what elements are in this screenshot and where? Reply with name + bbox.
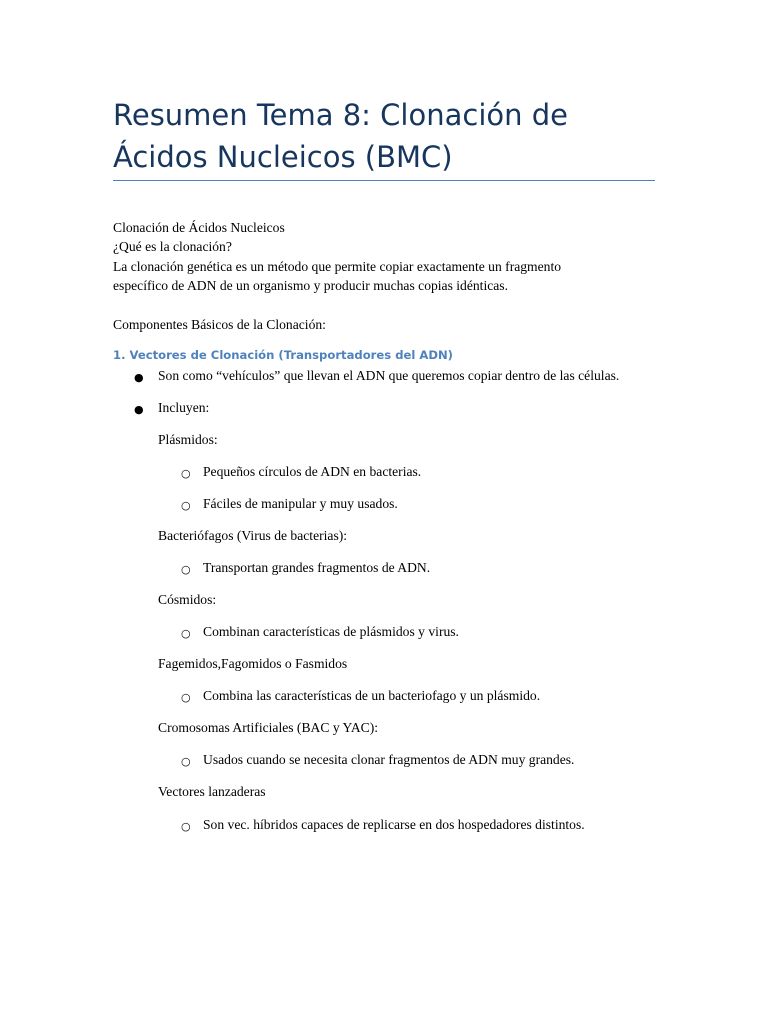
sub-bullet-text: Transportan grandes fragmentos de ADN.: [203, 560, 431, 575]
group-label: Cósmidos:: [158, 592, 217, 607]
intro-line-3: La clonación genética es un método que permite copiar exactamente un fragmento: [113, 259, 562, 274]
title-divider: [113, 180, 655, 181]
sub-bullet-marker: ○: [181, 467, 191, 480]
group-label: Cromosomas Artificiales (BAC y YAC):: [158, 720, 379, 735]
sub-bullet-marker: ○: [181, 563, 191, 576]
sub-bullet-marker: ○: [181, 691, 191, 704]
intro-line-4: específico de ADN de un organismo y producir muchas copias idénticas.: [113, 278, 508, 293]
sub-bullet-text: Son vec. híbridos capaces de replicarse en dos hospedadores distintos.: [203, 817, 585, 832]
bullet-text: Incluyen:: [158, 400, 210, 415]
intro-line-2: ¿Qué es la clonación?: [113, 239, 232, 254]
page-title: Resumen Tema 8: Clonación de Ácidos Nucleicos (BMC): [113, 98, 568, 174]
bullet-text: Son como “vehículos” que llevan el ADN que queremos copiar dentro de las células.: [158, 368, 620, 383]
group-label: Fagemidos,Fagomidos o Fasmidos: [158, 656, 348, 671]
group-label: Plásmidos:: [158, 432, 218, 447]
sub-bullet-text: Combinan características de plásmidos y virus.: [203, 624, 459, 639]
components-heading: Componentes Básicos de la Clonación:: [113, 317, 326, 332]
sub-bullet-marker: ○: [181, 627, 191, 640]
sub-bullet-text: Pequeños círculos de ADN en bacterias.: [203, 464, 422, 479]
sub-bullet-marker: ○: [181, 820, 191, 833]
sub-bullet-marker: ○: [181, 755, 191, 768]
bullet-marker: ●: [134, 403, 144, 416]
sub-bullet-text: Usados cuando se necesita clonar fragmentos de ADN muy grandes.: [203, 752, 575, 767]
section-heading: 1. Vectores de Clonación (Transportadores del ADN): [113, 348, 453, 362]
group-label: Vectores lanzaderas: [158, 784, 266, 799]
sub-bullet-text: Fáciles de manipular y muy usados.: [203, 496, 398, 511]
intro-line-1: Clonación de Ácidos Nucleicos: [113, 220, 285, 235]
group-label: Bacteriófagos (Virus de bacterias):: [158, 528, 348, 543]
sub-bullet-marker: ○: [181, 499, 191, 512]
sub-bullet-text: Combina las características de un bacteriofago y un plásmido.: [203, 688, 541, 703]
bullet-marker: ●: [134, 371, 144, 384]
